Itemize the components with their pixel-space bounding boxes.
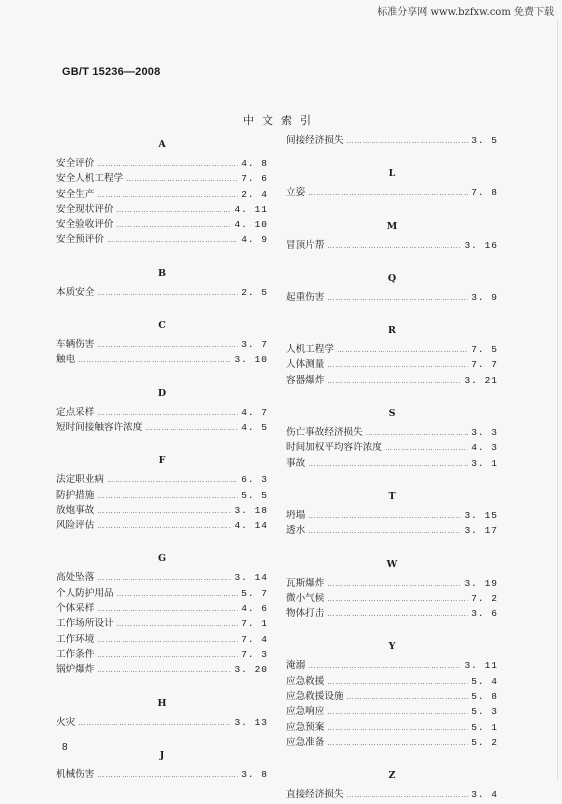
index-term: 立姿 xyxy=(286,187,306,199)
index-entry xyxy=(286,133,498,148)
index-term: 安全评价 xyxy=(56,158,95,169)
clause-reference: 7. 2 xyxy=(471,592,498,604)
dot-leader xyxy=(97,648,238,663)
index-entry xyxy=(56,217,268,232)
index-entry xyxy=(286,185,498,200)
dot-leader xyxy=(97,338,238,353)
index-term: 工作条件 xyxy=(56,648,95,660)
dot-leader xyxy=(78,353,231,368)
section-letter: F xyxy=(158,455,166,467)
index-entry xyxy=(56,187,268,202)
section-letter: D xyxy=(157,387,167,399)
section-letter: J xyxy=(159,749,165,761)
index-term: 风险评估 xyxy=(56,520,95,532)
dot-leader xyxy=(308,457,468,472)
index-term: 人机工程学 xyxy=(286,344,334,356)
index-term: 安全生产 xyxy=(56,188,95,200)
clause-reference: 7. 4 xyxy=(241,633,268,645)
clause-reference: 2. 5 xyxy=(241,286,268,298)
section-letter: G xyxy=(157,553,167,565)
index-entry xyxy=(56,570,268,585)
watermark-text: 标准分享网 www.bzfxw.com 免费下载 xyxy=(377,7,554,18)
dot-leader xyxy=(97,519,231,534)
dot-leader xyxy=(347,690,469,705)
dot-leader xyxy=(97,504,231,519)
dot-leader xyxy=(97,633,238,648)
index-term: 应急预案 xyxy=(286,721,325,733)
index-term: 安全现状评价 xyxy=(56,203,114,215)
index-term: 高处坠落 xyxy=(56,572,95,584)
index-entry xyxy=(56,503,268,518)
dot-leader xyxy=(97,406,238,421)
index-entry xyxy=(56,586,268,601)
clause-reference: 7. 3 xyxy=(241,648,268,660)
index-entry xyxy=(286,720,498,735)
index-entry xyxy=(286,689,498,704)
clause-reference: 7. 7 xyxy=(471,359,498,371)
dot-leader xyxy=(308,659,461,674)
index-entry xyxy=(56,601,268,616)
dot-leader xyxy=(107,473,238,488)
page-number: 8 xyxy=(62,742,68,753)
dot-leader xyxy=(97,663,231,678)
dot-leader xyxy=(308,524,461,539)
clause-reference: 3. 18 xyxy=(234,504,268,516)
clause-reference: 3. 14 xyxy=(234,572,268,584)
index-entry xyxy=(56,285,268,300)
index-entry xyxy=(56,420,268,435)
index-entry xyxy=(56,715,268,730)
clause-reference: 3. 19 xyxy=(464,577,498,589)
index-title: 中文索引 xyxy=(243,114,319,127)
clause-reference: 3. 17 xyxy=(464,525,498,537)
clause-reference: 3. 1 xyxy=(471,457,498,469)
index-term: 锅炉爆炸 xyxy=(56,664,95,676)
clause-reference: 4. 6 xyxy=(241,603,268,615)
section-letter: Y xyxy=(388,641,396,653)
clause-reference: 3. 13 xyxy=(234,716,268,728)
clause-reference: 4. 3 xyxy=(471,442,498,454)
index-entry xyxy=(286,658,498,673)
clause-reference: 5. 2 xyxy=(471,736,498,748)
clause-reference: 3. 11 xyxy=(464,660,498,672)
index-term: 放炮事故 xyxy=(56,504,95,516)
index-entry xyxy=(56,156,268,171)
index-entry xyxy=(286,508,498,523)
clause-reference: 5. 7 xyxy=(241,587,268,599)
clause-reference: 5. 4 xyxy=(471,675,498,687)
dot-leader xyxy=(347,134,469,149)
section-letter: A xyxy=(158,139,166,150)
section-letter: S xyxy=(388,408,396,420)
index-term: 安全验收评价 xyxy=(56,219,114,231)
index-entry xyxy=(56,352,268,367)
clause-reference: 7. 6 xyxy=(241,173,268,185)
index-entry xyxy=(286,606,498,621)
index-term: 淹溺 xyxy=(286,660,306,672)
index-term: 冒顶片帮 xyxy=(286,239,325,251)
index-entry xyxy=(286,373,498,388)
index-entry xyxy=(56,518,268,533)
clause-reference: 5. 5 xyxy=(241,489,268,501)
dot-leader xyxy=(337,343,468,358)
index-entry xyxy=(56,616,268,631)
index-term: 人体测量 xyxy=(286,359,325,371)
dot-leader xyxy=(97,602,238,617)
index-entry xyxy=(286,342,498,357)
dot-leader xyxy=(97,188,238,203)
index-term: 伤亡事故经济损失 xyxy=(286,427,363,439)
dot-leader xyxy=(97,768,238,783)
index-entry xyxy=(286,523,498,538)
clause-reference: 4. 9 xyxy=(241,234,268,246)
dot-leader xyxy=(308,186,468,201)
clause-reference: 3. 3 xyxy=(471,427,498,439)
dot-leader xyxy=(117,218,232,233)
clause-reference: 4. 10 xyxy=(234,219,268,231)
index-term: 火灾 xyxy=(56,716,76,728)
index-term: 工作环境 xyxy=(56,633,95,645)
section-letter: H xyxy=(157,697,167,709)
dot-leader xyxy=(117,617,239,632)
index-term: 法定职业病 xyxy=(56,474,104,486)
clause-reference: 4. 8 xyxy=(241,158,268,169)
index-entry xyxy=(56,405,268,420)
dot-leader xyxy=(366,426,468,441)
index-term: 坍塌 xyxy=(286,509,306,521)
section-letter: C xyxy=(158,320,166,332)
index-entry xyxy=(286,440,498,455)
dot-leader xyxy=(327,675,468,690)
clause-reference: 3. 8 xyxy=(241,768,268,780)
index-term: 个体采样 xyxy=(56,603,95,615)
dot-leader xyxy=(107,233,238,248)
dot-leader xyxy=(97,489,238,504)
clause-reference: 2. 4 xyxy=(241,188,268,200)
page-edge-shadow xyxy=(557,20,558,780)
clause-reference: 3. 5 xyxy=(471,135,498,146)
section-letter: M xyxy=(386,220,398,232)
dot-leader xyxy=(385,441,468,456)
section-letter: B xyxy=(157,267,167,279)
clause-reference: 4. 11 xyxy=(234,203,268,215)
dot-leader xyxy=(327,736,468,751)
index-entry xyxy=(286,456,498,471)
dot-leader xyxy=(145,421,238,436)
clause-reference: 4. 5 xyxy=(241,421,268,433)
index-entry xyxy=(286,735,498,750)
index-entry xyxy=(286,238,498,253)
index-term: 防护措施 xyxy=(56,489,95,501)
index-term: 透水 xyxy=(286,525,306,537)
index-term: 直接经济损失 xyxy=(286,789,344,801)
section-letter: Q xyxy=(387,272,397,284)
index-term: 容器爆炸 xyxy=(286,374,325,386)
index-entry xyxy=(56,232,268,247)
index-term: 本质安全 xyxy=(56,286,95,298)
index-term: 触电 xyxy=(56,354,76,366)
dot-leader xyxy=(126,172,238,187)
dot-leader xyxy=(308,509,461,524)
clause-reference: 5. 8 xyxy=(471,691,498,703)
index-entry xyxy=(286,674,498,689)
index-term: 间接经济损失 xyxy=(286,135,344,146)
index-entry xyxy=(56,662,268,677)
index-term: 车辆伤害 xyxy=(56,339,95,351)
index-term: 应急救援设施 xyxy=(286,691,344,703)
index-term: 物体打击 xyxy=(286,608,325,620)
dot-leader xyxy=(327,239,461,254)
dot-leader xyxy=(97,157,238,172)
clause-reference: 3. 16 xyxy=(464,239,498,251)
dot-leader xyxy=(97,571,231,586)
index-entry xyxy=(286,704,498,719)
dot-leader xyxy=(347,788,469,803)
index-entry xyxy=(286,576,498,591)
clause-reference: 3. 21 xyxy=(464,374,498,386)
standard-number: GB/T 15236—2008 xyxy=(62,66,161,78)
section-letter: R xyxy=(388,325,396,337)
index-term: 安全预评价 xyxy=(56,234,104,246)
index-entry xyxy=(286,591,498,606)
index-term: 短时间接触容许浓度 xyxy=(56,421,143,433)
clause-reference: 4. 14 xyxy=(234,520,268,532)
clause-reference: 3. 4 xyxy=(471,789,498,801)
index-term: 应急响应 xyxy=(286,706,325,718)
index-entry xyxy=(286,425,498,440)
section-letter: W xyxy=(386,558,398,570)
dot-leader xyxy=(327,577,461,592)
dot-leader xyxy=(327,592,468,607)
index-term: 瓦斯爆炸 xyxy=(286,577,325,589)
clause-reference: 3. 20 xyxy=(234,664,268,676)
index-term: 工作场所设计 xyxy=(56,618,114,630)
index-term: 定点采样 xyxy=(56,406,95,418)
index-entry xyxy=(286,290,498,305)
index-column-right xyxy=(286,133,498,803)
clause-reference: 3. 10 xyxy=(234,354,268,366)
dot-leader xyxy=(327,374,461,389)
index-term: 安全人机工程学 xyxy=(56,173,124,185)
index-entry xyxy=(286,787,498,802)
index-entry xyxy=(56,202,268,217)
dot-leader xyxy=(117,203,232,218)
index-entry xyxy=(286,357,498,372)
index-entry xyxy=(56,171,268,186)
section-letter: Z xyxy=(388,770,396,782)
dot-leader xyxy=(117,587,239,602)
dot-leader xyxy=(327,358,468,373)
clause-reference: 4. 7 xyxy=(241,406,268,418)
clause-reference: 7. 1 xyxy=(241,618,268,630)
clause-reference: 7. 5 xyxy=(471,344,498,356)
clause-reference: 3. 15 xyxy=(464,509,498,521)
clause-reference: 5. 3 xyxy=(471,706,498,718)
index-term: 机械伤害 xyxy=(56,768,95,780)
index-term: 时间加权平均容许浓度 xyxy=(286,442,382,454)
dot-leader xyxy=(327,721,468,736)
index-term: 微小气候 xyxy=(286,592,325,604)
dot-leader xyxy=(327,705,468,720)
index-entry xyxy=(56,632,268,647)
index-entry xyxy=(56,488,268,503)
section-letter: L xyxy=(388,168,396,180)
clause-reference: 3. 6 xyxy=(471,608,498,620)
index-term: 事故 xyxy=(286,457,306,469)
clause-reference: 3. 7 xyxy=(241,339,268,351)
index-column-left xyxy=(56,133,268,782)
dot-leader xyxy=(97,286,238,301)
dot-leader xyxy=(78,716,231,731)
index-entry xyxy=(56,337,268,352)
clause-reference: 5. 1 xyxy=(471,721,498,733)
index-entry xyxy=(56,472,268,487)
index-term: 应急救援 xyxy=(286,675,325,687)
index-term: 起重伤害 xyxy=(286,291,325,303)
section-letter: T xyxy=(388,490,396,502)
index-term: 个人防护用品 xyxy=(56,587,114,599)
index-entry xyxy=(56,767,268,782)
index-term: 应急准备 xyxy=(286,736,325,748)
clause-reference: 6. 3 xyxy=(241,474,268,486)
index-entry xyxy=(56,647,268,662)
dot-leader xyxy=(327,291,468,306)
dot-leader xyxy=(327,607,468,622)
clause-reference: 3. 9 xyxy=(471,291,498,303)
clause-reference: 7. 8 xyxy=(471,187,498,199)
